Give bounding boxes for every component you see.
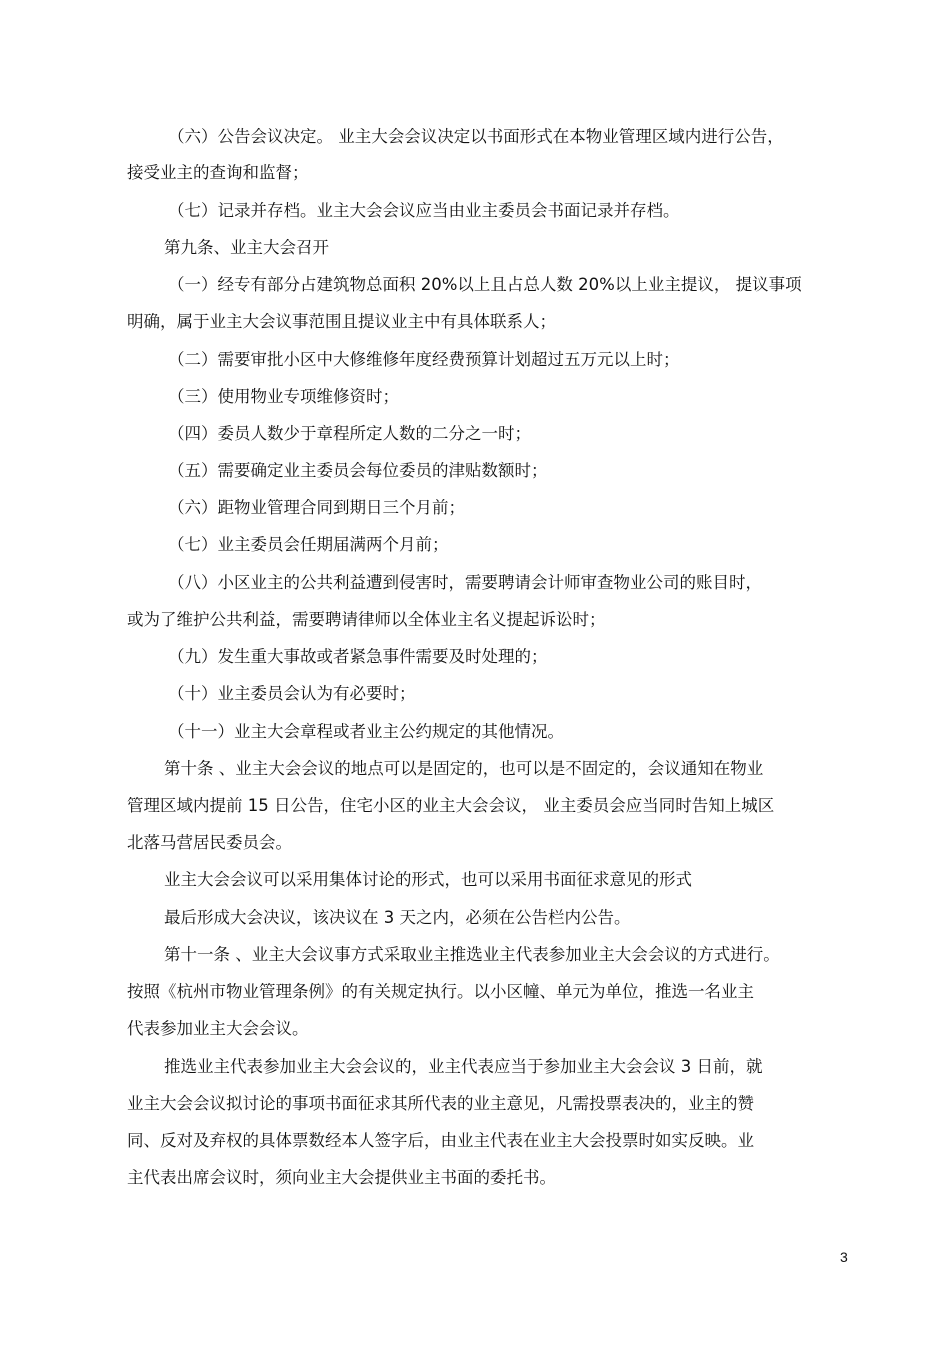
- text-line: （八）小区业主的公共利益遭到侵害时，需要聘请会计师审查物业公司的账目时，: [168, 573, 762, 592]
- text-line: 最后形成大会决议，该决议在 3 天之内，必须在公告栏内公告。: [164, 908, 631, 927]
- text-line: （十）业主委员会认为有必要时；: [168, 684, 416, 703]
- text-line: （一）经专有部分占建筑物总面积 20%以上且占总人数 20%以上业主提议， 提议事项: [168, 275, 802, 294]
- text-line: 明确，属于业主大会议事范围且提议业主中有具体联系人；: [127, 312, 556, 331]
- text-line: 北落马营居民委员会。: [127, 833, 292, 852]
- text-line: 推选业主代表参加业主大会会议的，业主代表应当于参加业主大会会议 3 日前，就: [164, 1057, 763, 1076]
- text-line: （九）发生重大事故或者紧急事件需要及时处理的；: [168, 647, 548, 666]
- text-line: 主代表出席会议时，须向业主大会提供业主书面的委托书。: [127, 1168, 556, 1187]
- text-line: （二）需要审批小区中大修维修年度经费预算计划超过五万元以上时；: [168, 350, 680, 369]
- text-line: 或为了维护公共利益，需要聘请律师以全体业主名义提起诉讼时；: [127, 610, 606, 629]
- text-line: 业主大会会议可以采用集体讨论的形式，也可以采用书面征求意见的形式: [164, 870, 692, 889]
- text-line: （七）记录并存档。业主大会会议应当由业主委员会书面记录并存档。: [168, 201, 680, 220]
- text-line: 接受业主的查询和监督；: [127, 163, 309, 182]
- text-line: （十一）业主大会章程或者业主公约规定的其他情况。: [168, 722, 564, 741]
- text-line: 业主大会会议拟讨论的事项书面征求其所代表的业主意见，凡需投票表决的，业主的赞: [127, 1094, 754, 1113]
- text-line: 管理区域内提前 15 日公告，住宅小区的业主大会会议， 业主委员会应当同时告知上城区: [127, 796, 775, 815]
- page-number: 3: [840, 1249, 848, 1265]
- section-heading: 第九条、业主大会召开: [164, 238, 329, 257]
- text-line: （六）公告会议决定。 业主大会会议决定以书面形式在本物业管理区域内进行公告，: [168, 127, 784, 146]
- text-line: （四）委员人数少于章程所定人数的二分之一时；: [168, 424, 531, 443]
- text-line: （六）距物业管理合同到期日三个月前；: [168, 498, 465, 517]
- text-line: （五）需要确定业主委员会每位委员的津贴数额时；: [168, 461, 548, 480]
- text-line: 代表参加业主大会会议。: [127, 1019, 309, 1038]
- text-line: （三）使用物业专项维修资时；: [168, 387, 399, 406]
- section-heading: 第十一条 、业主大会议事方式采取业主推选业主代表参加业主大会会议的方式进行。: [164, 945, 780, 964]
- text-line: （七）业主委员会任期届满两个月前；: [168, 535, 449, 554]
- text-line: 按照《杭州市物业管理条例》的有关规定执行。以小区幢、单元为单位，推选一名业主: [127, 982, 754, 1001]
- text-line: 同、反对及弃权的具体票数经本人签字后，由业主代表在业主大会投票时如实反映。业: [127, 1131, 754, 1150]
- section-heading: 第十条 、业主大会会议的地点可以是固定的，也可以是不固定的，会议通知在物业: [164, 759, 764, 778]
